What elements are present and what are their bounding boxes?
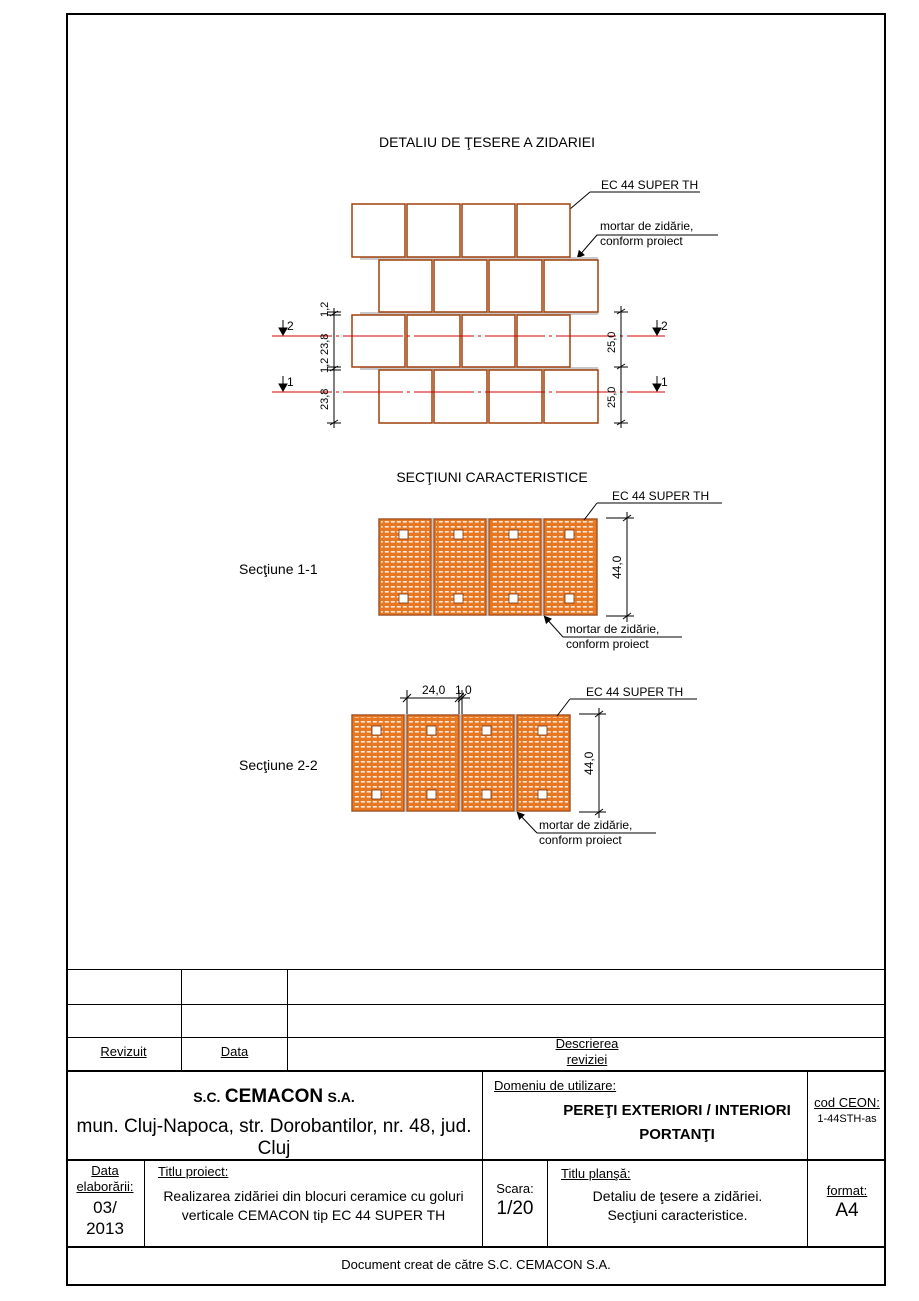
callout-mortar-top-1: mortar de zidărie,: [600, 219, 694, 233]
callout-mortar-s1-2: conform proiect: [566, 637, 649, 651]
rev-header-data: Data: [220, 1044, 249, 1059]
dim-thickness-s1: 44,0: [610, 555, 624, 579]
date-label-1: Data: [91, 1163, 119, 1178]
sheet-label: Titlu planşă:: [561, 1166, 631, 1181]
rev-header-descriere-2: reviziei: [566, 1052, 608, 1067]
domain-value-1: PEREŢI EXTERIORI / INTERIORI: [563, 1102, 791, 1119]
project-label: Titlu proiect:: [158, 1164, 229, 1179]
rev-header-revizuit: Revizuit: [100, 1044, 147, 1059]
dim-brick-h-bottom: 23,8: [319, 388, 331, 410]
dim-course-bottom: 25,0: [606, 386, 618, 408]
company-name: [66, 1086, 482, 1108]
callout-mortar-s2-1: mortar de zidărie,: [539, 818, 633, 832]
section-mark-1-left: 1: [287, 375, 294, 389]
tb-line-top: [66, 1070, 886, 1072]
sheet-value-1: Detaliu de ţesere a zidăriei.: [592, 1188, 763, 1204]
project-value-2: verticale CEMACON tip EC 44 SUPER TH: [181, 1207, 446, 1223]
section-2-label: Secţiune 2-2: [239, 757, 318, 773]
format-label: format:: [826, 1183, 868, 1198]
dim-joint-top: 1,2: [319, 301, 331, 317]
scale-value: 1/20: [496, 1198, 534, 1219]
section-1-1-plan: [378, 518, 598, 616]
cod-value: 1-44STH-as: [817, 1113, 877, 1125]
sheet-value-2: Secţiuni caracteristice.: [607, 1207, 748, 1223]
domain-value-2: PORTANŢI: [639, 1126, 715, 1143]
date-label-2: elaborării:: [76, 1179, 134, 1194]
dim-brick-h-top: 23,8: [319, 333, 331, 355]
date-value-2: 2013: [86, 1219, 124, 1238]
company-address: mun. Cluj-Napoca, str. Dorobantilor, nr. 48, jud. Cluj: [76, 1116, 472, 1159]
detail-title: DETALIU DE ŢESERE A ZIDARIEI: [378, 134, 596, 150]
rev-header-descriere-1: Descrierea: [555, 1036, 619, 1051]
company-brand: CEMACON: [224, 1086, 324, 1107]
format-value: A4: [835, 1200, 859, 1221]
sections-title: SECŢIUNI CARACTERISTICE: [396, 469, 588, 485]
domain-label: Domeniu de utilizare:: [494, 1078, 617, 1093]
rev-line-2: [66, 1004, 886, 1005]
dim-thickness-s2: 44,0: [582, 751, 596, 775]
scale-label: Scara:: [496, 1181, 534, 1196]
section-mark-1-right: 1: [661, 375, 668, 389]
company-prefix: S.C.: [193, 1089, 221, 1105]
tb-line-bottom: [66, 1246, 886, 1248]
callout-mortar-top-2: conform proiect: [600, 234, 683, 248]
section-mark-2-right: 2: [661, 319, 668, 333]
callout-brick-top: EC 44 SUPER TH: [601, 178, 699, 192]
callout-brick-s2: EC 44 SUPER TH: [586, 685, 684, 699]
company-suffix: S.A.: [327, 1089, 355, 1105]
callout-brick-s1: EC 44 SUPER TH: [612, 489, 710, 503]
project-value-1: Realizarea zidăriei din blocuri ceramice cu goluri: [163, 1188, 464, 1204]
section-1-label: Secţiune 1-1: [239, 561, 318, 577]
dim-gap: 1,0: [455, 683, 472, 697]
callout-mortar-s1-1: mortar de zidărie,: [566, 622, 660, 636]
cod-label: cod CEON:: [814, 1095, 880, 1110]
section-2-2-plan: [351, 714, 571, 812]
callout-mortar-s2-2: conform proiect: [539, 833, 622, 847]
date-value-1: 03/: [93, 1198, 117, 1217]
rev-line-top: [66, 969, 886, 970]
footer-note: Document creat de către S.C. CEMACON S.A.: [341, 1257, 611, 1272]
dim-joint-bottom: 1,2: [319, 357, 331, 373]
section-mark-2-left: 2: [287, 319, 294, 333]
dim-brick-length: 24,0: [422, 683, 446, 697]
dim-course-top: 25,0: [606, 331, 618, 353]
wall-elevation: [352, 204, 598, 423]
